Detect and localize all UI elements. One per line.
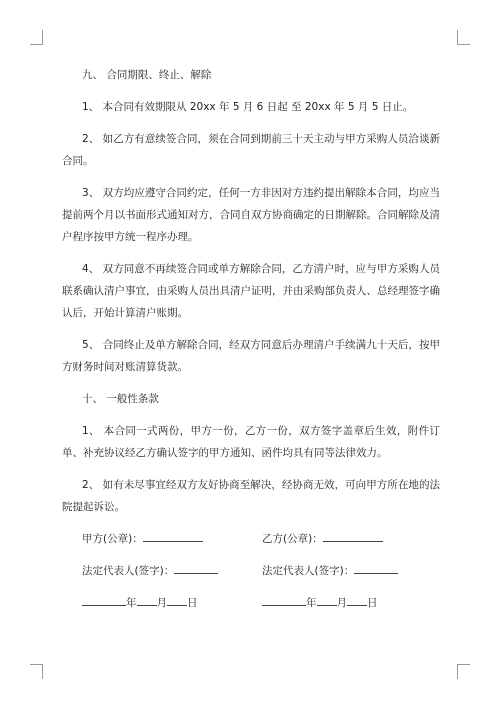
party-b-date bbox=[262, 592, 378, 614]
section-10-heading: 十、 一般性条款 bbox=[82, 393, 159, 405]
document-body bbox=[62, 64, 440, 624]
party-a-seal-label: 甲方(公章)： bbox=[82, 533, 143, 545]
crop-mark-bottom-right bbox=[457, 664, 470, 679]
party-a-representative bbox=[82, 560, 218, 582]
party-b-month-label: 月 bbox=[336, 597, 347, 609]
party-a-year-label: 年 bbox=[126, 597, 137, 609]
party-b-seal-blank[interactable] bbox=[323, 528, 383, 542]
party-b-year-label: 年 bbox=[306, 597, 317, 609]
party-a-month-blank[interactable] bbox=[137, 592, 157, 606]
date-row bbox=[62, 592, 440, 614]
party-b-month-blank[interactable] bbox=[317, 592, 337, 606]
section-10-clause-1: 1、 本合同一式两份，甲方一份，乙方一份，双方签字盖章后生效，附件订单、补充协议经乙方确认签字的甲方通知、函件均具有同等法律效力。 bbox=[62, 425, 440, 459]
crop-mark-top-right bbox=[457, 30, 470, 45]
party-a-rep-blank[interactable] bbox=[174, 560, 218, 574]
representative-row bbox=[62, 560, 440, 582]
section-9-clause-1: 1、 本合同有效期限从 20xx 年 5 月 6 日起 至 20xx 年 5 月 5 日止。 bbox=[82, 101, 414, 113]
crop-mark-bottom-left bbox=[30, 664, 43, 679]
section-9-clause-2: 2、 如乙方有意续签合同，须在合同到期前三十天主动与甲方采购人员洽谈新合同。 bbox=[62, 133, 440, 167]
party-b-representative bbox=[262, 560, 398, 582]
seal-row bbox=[62, 528, 440, 550]
party-b-seal bbox=[262, 528, 383, 550]
party-a-day-blank[interactable] bbox=[167, 592, 187, 606]
section-9-clause-4: 4、 双方同意不再续签合同或单方解除合同，乙方清户时，应与甲方采购人员联系确认清户事宜，由采购人员出具清户证明，并由采购部负责人、总经理签字确认后，开始计算清户账期。 bbox=[62, 263, 440, 319]
party-a-seal bbox=[82, 528, 203, 550]
party-b-day-blank[interactable] bbox=[347, 592, 367, 606]
party-b-year-blank[interactable] bbox=[262, 592, 306, 606]
section-9-clause-3: 3、 双方均应遵守合同约定，任何一方非因对方违约提出解除本合同，均应当提前两个月以书面形式通知对方，合同自双方协商确定的日期解除。合同解除及清户程序按甲方统一程序办理。 bbox=[62, 187, 440, 243]
party-b-seal-label: 乙方(公章)： bbox=[262, 533, 323, 545]
section-9-clause-5: 5、 合同终止及单方解除合同，经双方同意后办理清户手续满九十天后，按甲方财务时间对账清算货款。 bbox=[62, 339, 440, 373]
section-9-heading: 九、 合同期限、终止、解除 bbox=[82, 69, 212, 81]
party-a-year-blank[interactable] bbox=[82, 592, 126, 606]
section-10-clause-2: 2、 如有未尽事宜经双方友好协商至解决，经协商无效，可向甲方所在地的法院提起诉讼。 bbox=[62, 479, 440, 513]
party-a-date bbox=[82, 592, 198, 614]
party-b-rep-label: 法定代表人(签字)： bbox=[262, 565, 355, 577]
party-b-day-label: 日 bbox=[367, 597, 378, 609]
party-a-day-label: 日 bbox=[187, 597, 198, 609]
crop-mark-top-left bbox=[30, 30, 43, 45]
party-a-rep-label: 法定代表人(签字)： bbox=[82, 565, 175, 577]
party-a-month-label: 月 bbox=[156, 597, 167, 609]
party-a-seal-blank[interactable] bbox=[143, 528, 203, 542]
party-b-rep-blank[interactable] bbox=[354, 560, 398, 574]
